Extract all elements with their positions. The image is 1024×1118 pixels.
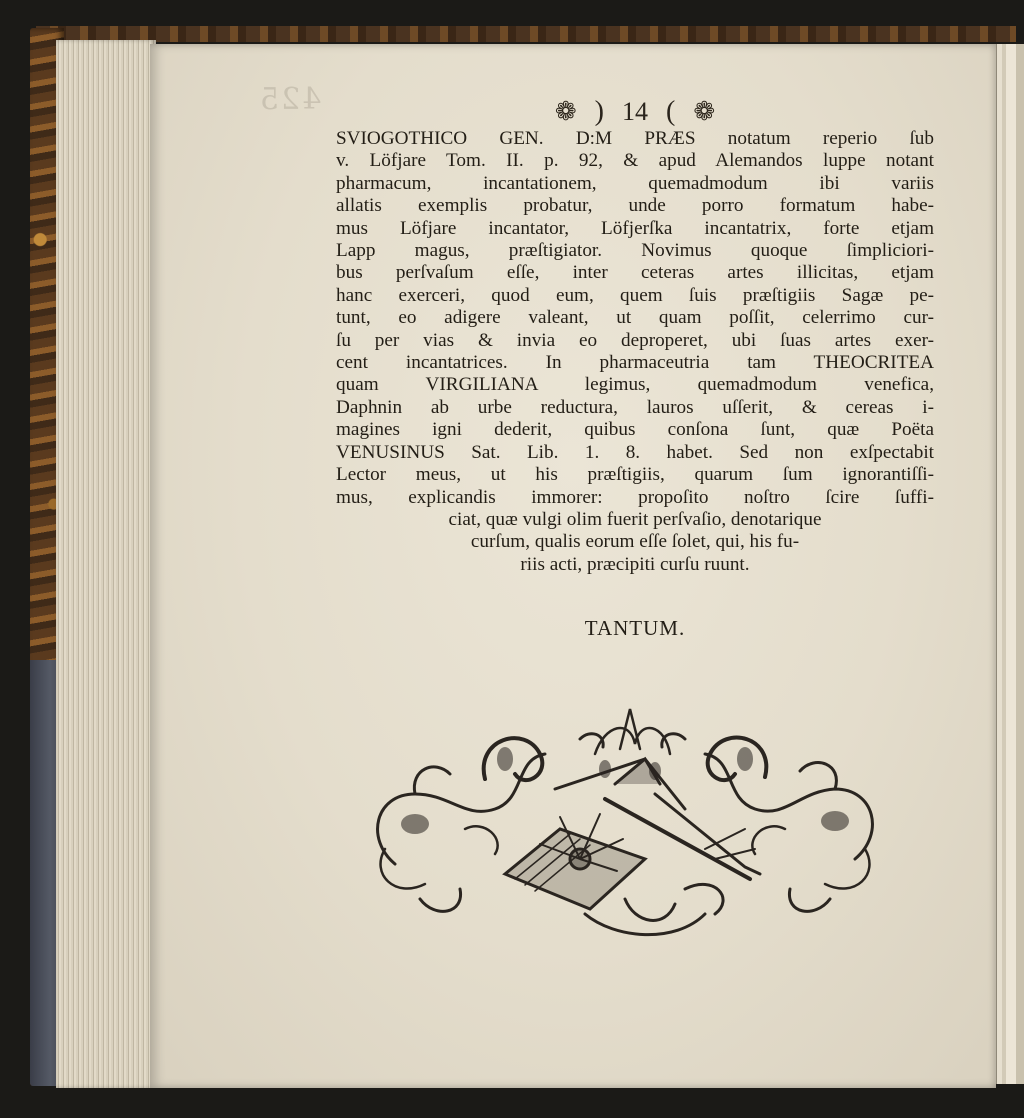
text-line: v. Löfjare Tom. II. p. 92, & apud Alemandos luppe notant bbox=[336, 150, 934, 172]
cover-top-edge bbox=[36, 26, 1016, 42]
fleuron-icon: ❁ bbox=[554, 97, 577, 126]
book-page bbox=[150, 44, 996, 1088]
text-line: Lector meus, ut his præſtigiis, quarum ſum ignorantiſſi- bbox=[336, 464, 934, 486]
text-line: SVIOGOTHICO GEN. D:M PRÆS notatum reperio ſub bbox=[336, 128, 934, 149]
text-line: hanc exerceri, quod eum, quem ſuis præſtigiis Sagæ pe- bbox=[336, 284, 934, 306]
text-line: ciat, quæ vulgi olim fuerit perſvaſio, denotarique bbox=[448, 508, 822, 530]
text-line: mus, explicandis immorer: propoſito noſtro ſcire ſuffi- bbox=[336, 486, 934, 508]
text-line: VENUSINUS Sat. Lib. 1. 8. habet. Sed non exſpectabit bbox=[336, 441, 934, 463]
page-stack-left bbox=[56, 40, 156, 1088]
header-bracket-left: ) bbox=[594, 96, 604, 127]
fleuron-icon: ❁ bbox=[693, 97, 716, 126]
text-line: curſum, qualis eorum eſſe ſolet, qui, his fu- bbox=[470, 531, 800, 553]
text-line: quam VIRGILIANA legimus, quemadmodum venefica, bbox=[336, 374, 934, 396]
text-line: ſu per vias & invia eo deproperet, ubi ſuas artes exer- bbox=[336, 329, 934, 351]
text-line: magines igni dederit, quibus conſona ſunt, quæ Poëta bbox=[336, 419, 934, 441]
page-number: 14 bbox=[622, 97, 648, 126]
body-text bbox=[336, 128, 934, 576]
bleed-through-number: 425 bbox=[258, 82, 322, 117]
text-line: bus perſvaſum eſſe, inter ceteras artes illicitas, etjam bbox=[336, 262, 934, 284]
running-header bbox=[520, 96, 750, 128]
text-line: allatis exemplis probatur, unde porro formatum habe- bbox=[336, 195, 934, 217]
closing-word: TANTUM. bbox=[584, 616, 686, 640]
text-line: cent incantatrices. In pharmaceutria tam THEOCRITEA bbox=[336, 352, 934, 374]
text-line: mus Löfjare incantator, Löfjerſka incantatrix, forte etjam bbox=[336, 217, 934, 239]
woodcut-vignette bbox=[355, 699, 895, 949]
text-line: Lapp magus, præſtigiator. Novimus quoque ſimpliciori- bbox=[336, 240, 934, 262]
text-line: tunt, eo adigere valeant, ut quam poſſit, celerrimo cur- bbox=[336, 307, 934, 329]
page-stack-right bbox=[994, 44, 1024, 1084]
text-line: riis acti, præcipiti curſu ruunt. bbox=[520, 553, 750, 575]
header-bracket-right: ( bbox=[666, 96, 676, 127]
text-line: Daphnin ab urbe reductura, lauros uſſerit, & cereas i- bbox=[336, 396, 934, 418]
text-line: pharmacum, incantationem, quemadmodum ibi variis bbox=[336, 172, 934, 194]
